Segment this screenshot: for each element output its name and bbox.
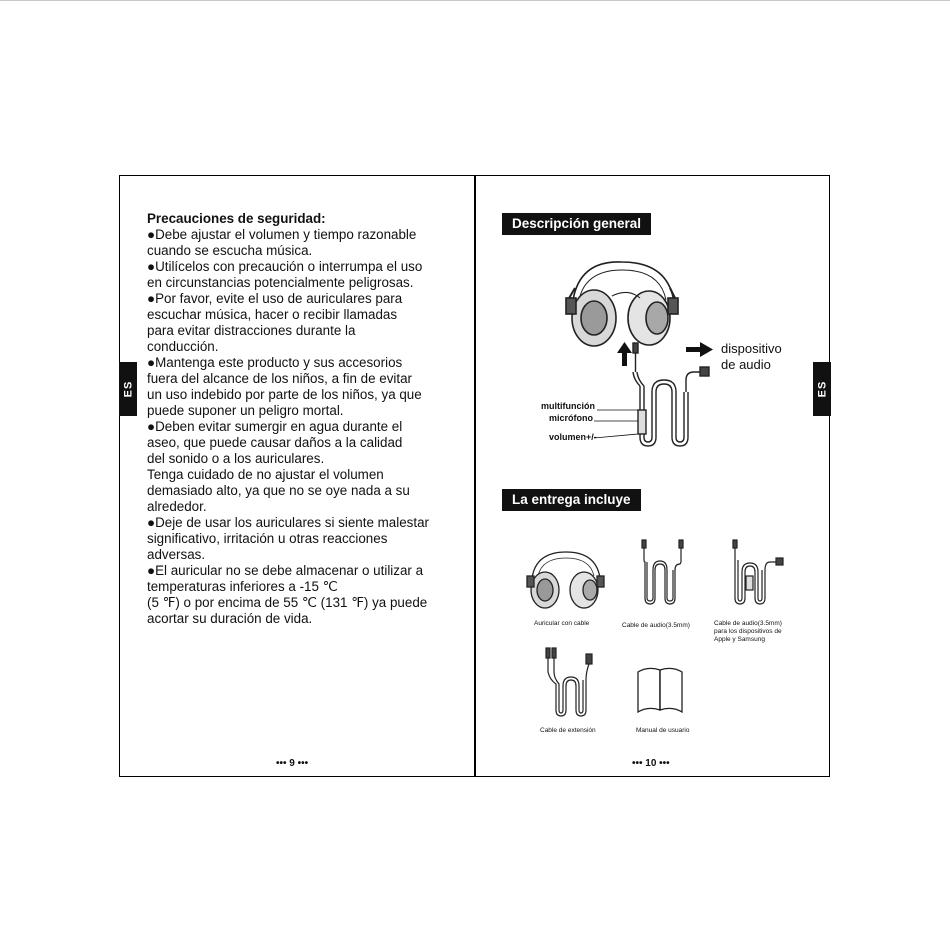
caption-user-manual: Manual de usuario	[636, 727, 690, 734]
caption-apple-samsung-cable-line3: Apple y Samsung	[714, 636, 765, 643]
safety-line: aseo, que puede causar daños a la calidad	[147, 435, 403, 450]
safety-line: puede suponer un peligro mortal.	[147, 403, 344, 418]
safety-title: Precauciones de seguridad:	[147, 211, 326, 226]
caption-wired-headphones: Auricular con cable	[534, 620, 590, 627]
safety-line: un uso indebido por parte de los niños, ya que	[147, 387, 422, 402]
safety-line: acortar su duración de vida.	[147, 611, 313, 626]
safety-line: en circunstancias potencialmente peligrosas.	[147, 275, 414, 290]
extension-cable-icon	[546, 648, 592, 716]
device-label-line1: dispositivo	[721, 341, 782, 356]
caption-apple-samsung-cable: Cable de audio(3.5mm)	[714, 620, 782, 627]
apple-samsung-cable-icon	[733, 540, 783, 604]
wired-headphones-icon	[527, 552, 604, 608]
safety-line: fuera del alcance de los niños, a fin de evitar	[147, 371, 413, 386]
safety-line: del sonido o a los auriculares.	[147, 451, 325, 466]
volume-label: volumen+/-	[549, 432, 597, 442]
left-language-tab-label: ES	[122, 380, 134, 398]
left-page-number: ••• 9 •••	[276, 758, 309, 769]
audio-cable-3-5mm-icon	[642, 540, 683, 604]
user-manual-icon	[638, 668, 682, 712]
caption-apple-samsung-cable-line2: para los dispositivos de	[714, 628, 782, 635]
safety-line: cuando se escucha música.	[147, 243, 313, 258]
safety-line: para evitar distracciones durante la	[147, 323, 356, 338]
right-language-tab-label: ES	[816, 380, 828, 398]
safety-line: ●Deben evitar sumergir en agua durante el	[147, 419, 403, 434]
safety-line: adversas.	[147, 547, 206, 562]
device-label-line2: de audio	[721, 357, 771, 372]
safety-line: ●El auricular no se debe almacenar o utilizar a	[147, 563, 424, 578]
safety-line: ●Utilícelos con precaución o interrumpa el uso	[147, 259, 423, 274]
included-heading: La entrega incluye	[502, 489, 641, 511]
safety-line: alrededor.	[147, 499, 207, 514]
safety-line: demasiado alto, ya que no se oye nada a su	[147, 483, 410, 498]
safety-line: Tenga cuidado de no ajustar el volumen	[147, 467, 384, 482]
safety-line: ●Por favor, evite el uso de auriculares para	[147, 291, 403, 306]
caption-extension-cable: Cable de extensión	[540, 727, 596, 734]
safety-line: conducción.	[147, 339, 219, 354]
overview-heading: Descripción general	[502, 213, 651, 235]
safety-line: (5 ℉) o por encima de 55 ℃ (131 ℉) ya puede	[147, 595, 428, 610]
safety-line: temperaturas inferiores a -15 ℃	[147, 579, 338, 594]
right-page-number: ••• 10 •••	[632, 758, 670, 769]
safety-line: significativo, irritación u otras reacciones	[147, 531, 388, 546]
safety-line: ●Deje de usar los auriculares si siente malestar	[147, 515, 429, 530]
microphone-label: micrófono	[549, 413, 593, 423]
multifunction-label: multifunción	[541, 401, 595, 411]
caption-audio-cable: Cable de audio(3.5mm)	[622, 622, 690, 629]
safety-line: ●Debe ajustar el volumen y tiempo razonable	[147, 227, 417, 242]
safety-line: ●Mantenga este producto y sus accesorios	[147, 355, 403, 370]
safety-line: escuchar música, hacer o recibir llamadas	[147, 307, 398, 322]
